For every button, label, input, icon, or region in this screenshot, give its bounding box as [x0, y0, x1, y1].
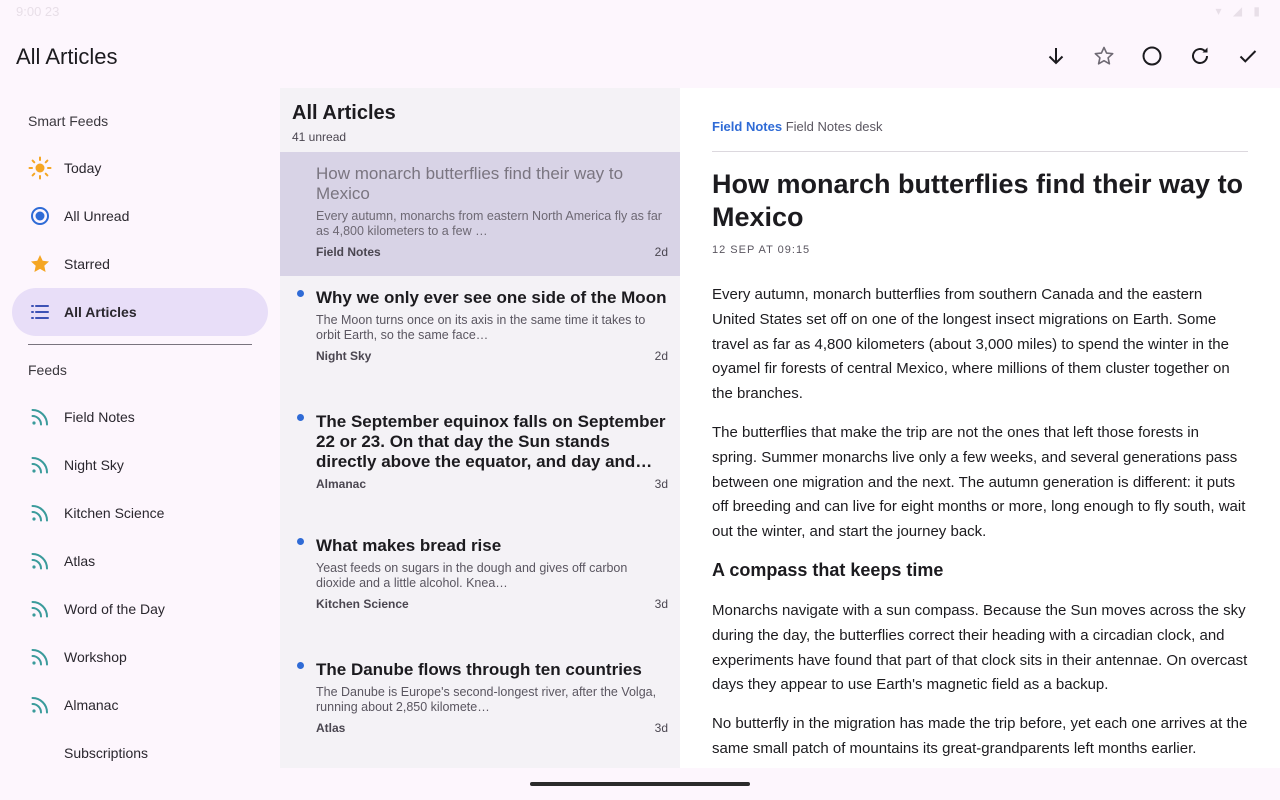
check-icon[interactable] — [1224, 32, 1272, 80]
toolbar — [1032, 32, 1272, 80]
sidebar-item-label: Workshop — [64, 649, 127, 665]
rss-icon — [28, 597, 52, 621]
reader-paragraph: Every autumn, monarch butterflies from southern Canada and the eastern United States set off on one of the longest insect migrations on Earth. Some travel as far as 4,800 kilometers (about 3,000 miles) to spend the winter in the oyamel fir forests of central Mexico, where millions of them cluster together on the branches. — [712, 286, 1230, 403]
app-title: All Articles — [16, 44, 118, 69]
article-reader — [680, 88, 1280, 768]
sidebar-item-kitchen-science[interactable] — [12, 489, 268, 537]
refresh-icon[interactable] — [1176, 32, 1224, 80]
star-icon — [28, 252, 52, 276]
sidebar-item-all-unread[interactable] — [12, 192, 268, 240]
sidebar-divider — [28, 344, 252, 345]
sidebar-item-label: Word of the Day — [64, 601, 165, 617]
article-feed: Atlas — [316, 721, 346, 735]
article-feed: Night Sky — [316, 349, 372, 363]
article-age: 2d — [654, 245, 668, 259]
reader-title: How monarch butterflies find their way to Mexico — [712, 169, 1244, 232]
article-list — [280, 88, 680, 768]
list-header — [292, 102, 396, 144]
sidebar-item-atlas[interactable] — [12, 537, 268, 585]
circle-outline-icon[interactable] — [1128, 32, 1176, 80]
rss-icon — [28, 645, 52, 669]
status-icons: ▾ ◢ ▮ — [1215, 4, 1264, 18]
list-title: All Articles — [292, 102, 396, 124]
reader-feed-link[interactable]: Field Notes — [712, 119, 783, 134]
article-snippet: The Danube is Europe's second-longest river, after the Volga, running about 2,850 kilomete… — [316, 685, 657, 714]
status-bar — [0, 0, 1280, 24]
sidebar-item-label: All Unread — [64, 208, 130, 224]
sidebar-item-starred[interactable] — [12, 240, 268, 288]
sidebar-item-field-notes[interactable] — [12, 393, 268, 441]
rss-icon — [28, 549, 52, 573]
list-item[interactable] — [280, 276, 680, 400]
sidebar-item-subscriptions[interactable] — [12, 729, 268, 777]
sidebar-item-almanac[interactable] — [12, 681, 268, 729]
sidebar-item-label: All Articles — [64, 304, 137, 320]
reader-divider — [712, 151, 1248, 152]
sidebar-item-all-articles[interactable] — [12, 288, 268, 336]
unread-dot-icon — [297, 290, 304, 297]
reader-date: 12 SEP AT 09:15 — [712, 244, 811, 256]
rss-icon — [28, 501, 52, 525]
article-title: The Danube flows through ten countries — [316, 660, 642, 679]
reader-paragraph: No butterfly in the migration has made the trip before, yet each one arrives at the same small patch of mountains its great-grandparents left months earlier. — [712, 715, 1248, 757]
sidebar-item-label: Night Sky — [64, 457, 124, 473]
star-outline-icon[interactable] — [1080, 32, 1128, 80]
article-feed: Field Notes — [316, 245, 381, 259]
article-snippet: Every autumn, monarchs from eastern North America fly as far as 4,800 kilometers to a few … — [316, 209, 662, 238]
gesture-handle[interactable] — [530, 782, 750, 786]
article-feed: Kitchen Science — [316, 597, 409, 611]
sidebar-item-label: Field Notes — [64, 409, 135, 425]
sidebar-item-night-sky[interactable] — [12, 441, 268, 489]
smart-feeds-title: Smart Feeds — [28, 113, 109, 129]
article-title: What makes bread rise — [316, 536, 502, 555]
unread-dot-icon — [297, 414, 304, 421]
rss-icon — [28, 693, 52, 717]
sun-icon — [28, 156, 52, 180]
article-age: 2d — [654, 349, 668, 363]
sidebar-item-label: Kitchen Science — [64, 505, 165, 521]
list-icon — [28, 300, 52, 324]
rss-icon — [28, 453, 52, 477]
feeds-title: Feeds — [28, 362, 67, 378]
article-snippet: Yeast feeds on sugars in the dough and gives off carbon dioxide and a little alcohol. Knea… — [316, 561, 628, 590]
sidebar-item-label: Almanac — [64, 697, 119, 713]
reader-paragraph: Monarchs navigate with a sun compass. Because the Sun moves across the sky during the day, the butterflies correct their heading with a circadian clock, and experiments have found that part of that clock sits in their antennae. On overcast days they appear to use Earth's magnetic field as a backup. — [712, 601, 1248, 694]
article-age: 3d — [654, 477, 668, 491]
rss-icon — [28, 405, 52, 429]
reader-paragraph: The butterflies that make the trip are not the ones that left those forests in spring. Summer monarchs live only a few weeks, and several generations pass between one migration and the next. The autumn generation is different: it puts off breeding and can live for eight months or more, long enough to fly south, wait out the winter, and start the journey back. — [712, 423, 1246, 541]
article-feed: Almanac — [316, 477, 367, 491]
reader-body — [712, 283, 1248, 768]
sidebar — [0, 88, 280, 768]
reader-heading: A compass that keeps time — [712, 559, 944, 580]
list-item[interactable] — [280, 400, 680, 524]
article-snippet: The Moon turns once on its axis in the same time it takes to orbit Earth, so the same face… — [316, 313, 646, 342]
article-age: 3d — [654, 721, 668, 735]
unread-dot-icon — [297, 662, 304, 669]
article-title: How monarch butterflies find their way to Mexico — [316, 164, 624, 203]
unread-count: 41 unread — [292, 130, 347, 144]
sidebar-item-label: Atlas — [64, 553, 96, 569]
arrow-down-icon[interactable] — [1032, 32, 1080, 80]
sidebar-item-label: Starred — [64, 256, 110, 272]
status-time: 9:00 23 — [16, 4, 60, 19]
sidebar-item-label: Subscriptions — [64, 745, 149, 761]
list-item[interactable] — [280, 152, 680, 276]
unread-dot-icon — [297, 538, 304, 545]
list-item[interactable] — [280, 648, 680, 768]
sidebar-item-today[interactable] — [12, 144, 268, 192]
article-title: Why we only ever see one side of the Moon — [316, 288, 667, 307]
sidebar-item-label: Today — [64, 160, 102, 176]
list-item[interactable] — [280, 524, 680, 648]
article-title: The September equinox falls on September 22 or 23. On that day the Sun stands directly above the equator, and day and… — [316, 412, 666, 471]
reader-meta — [712, 119, 883, 134]
sidebar-item-workshop[interactable] — [12, 633, 268, 681]
sidebar-item-word-of-the-day[interactable] — [12, 585, 268, 633]
reader-author: Field Notes desk — [785, 119, 883, 134]
radio-icon — [28, 204, 52, 228]
article-age: 3d — [654, 597, 668, 611]
